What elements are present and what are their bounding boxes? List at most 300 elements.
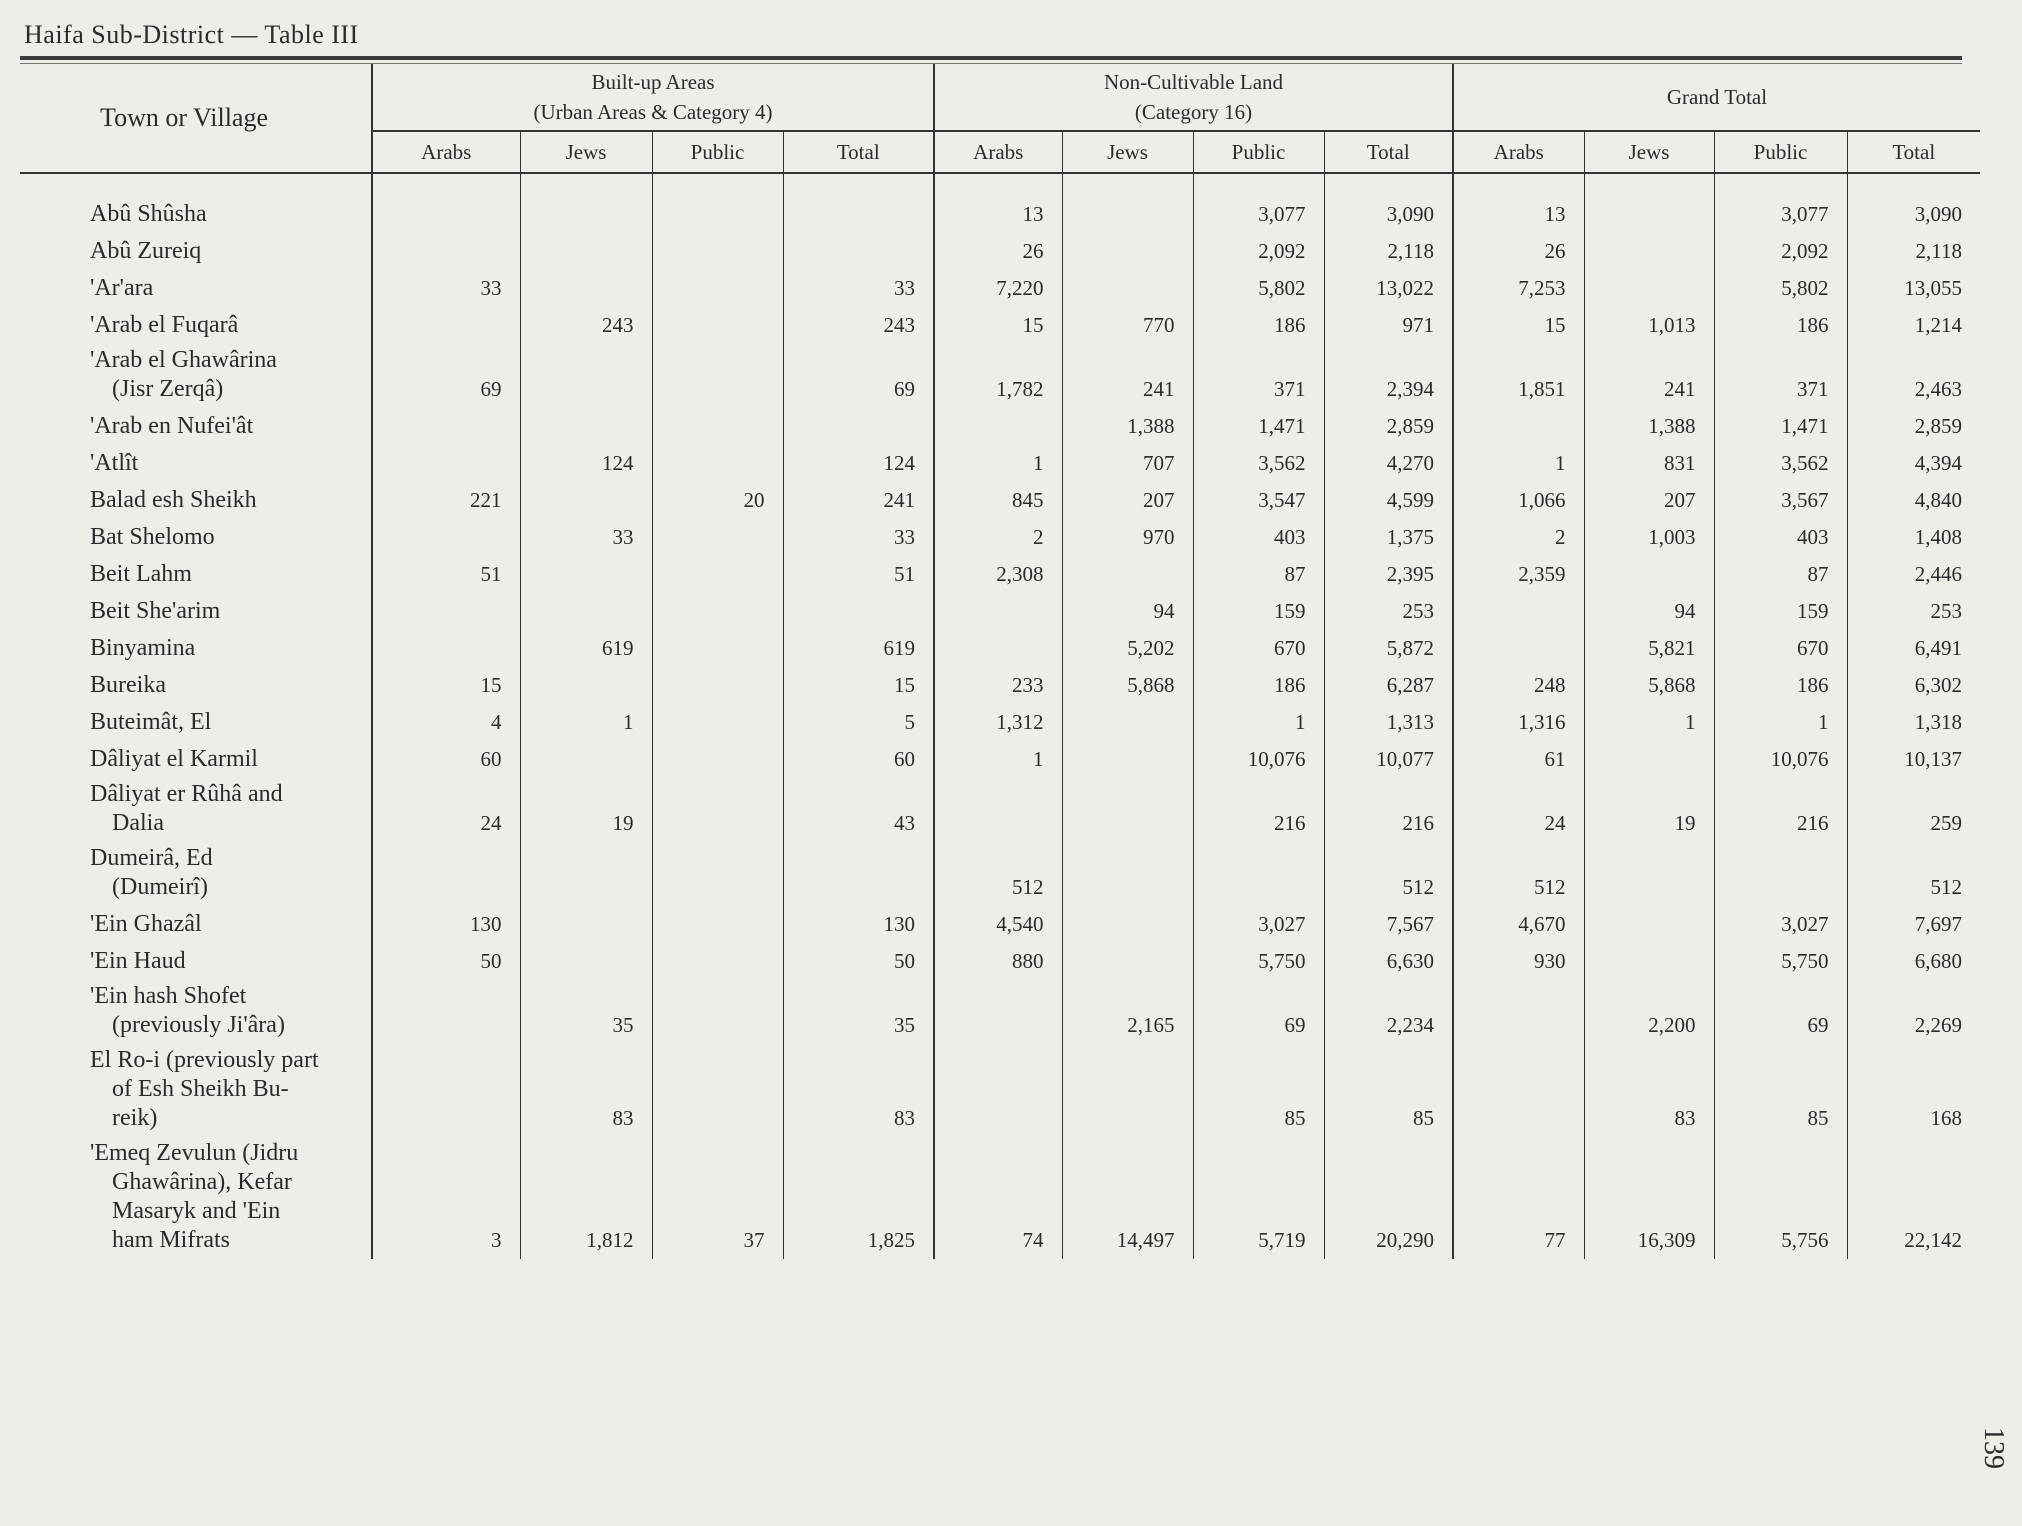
value-cell: 22,142 <box>1847 1137 1980 1259</box>
value-cell: 10,076 <box>1193 741 1324 778</box>
value-cell: 130 <box>372 906 520 943</box>
value-cell: 7,253 <box>1453 270 1584 307</box>
column-header: Total <box>783 131 934 173</box>
town-name-line: El Ro-i (previously part <box>90 1047 319 1073</box>
column-header: Jews <box>520 131 652 173</box>
town-name-line: Dalia <box>112 810 164 836</box>
value-cell <box>520 233 652 270</box>
spacer-cell <box>1714 173 1847 196</box>
value-cell: 33 <box>783 270 934 307</box>
value-cell <box>372 593 520 630</box>
value-cell: 259 <box>1847 778 1980 842</box>
value-cell: 7,220 <box>934 270 1062 307</box>
column-header: Public <box>1193 131 1324 173</box>
value-cell: 20,290 <box>1324 1137 1453 1259</box>
town-name-cell <box>20 704 372 741</box>
value-cell: 1 <box>520 704 652 741</box>
value-cell: 186 <box>1193 307 1324 344</box>
value-cell: 15 <box>372 667 520 704</box>
value-cell: 85 <box>1193 1044 1324 1137</box>
value-cell <box>652 408 783 445</box>
value-cell <box>1584 842 1714 906</box>
value-cell <box>372 445 520 482</box>
value-cell: 24 <box>372 778 520 842</box>
group-title: Non-Cultivable Land <box>1103 70 1284 94</box>
value-cell: 69 <box>372 344 520 408</box>
value-cell: 619 <box>783 630 934 667</box>
column-header: Arabs <box>372 131 520 173</box>
value-cell: 159 <box>1193 593 1324 630</box>
value-cell: 207 <box>1062 482 1193 519</box>
value-cell: 20 <box>652 482 783 519</box>
value-cell <box>783 408 934 445</box>
value-cell <box>652 1044 783 1137</box>
value-cell: 371 <box>1714 344 1847 408</box>
value-cell: 7,697 <box>1847 906 1980 943</box>
value-cell: 3,090 <box>1324 196 1453 233</box>
town-name-line: Bat Shelomo <box>90 524 215 550</box>
value-cell: 13 <box>1453 196 1584 233</box>
value-cell: 1,003 <box>1584 519 1714 556</box>
value-cell <box>520 556 652 593</box>
value-cell: 1,782 <box>934 344 1062 408</box>
value-cell <box>1584 906 1714 943</box>
value-cell: 50 <box>372 943 520 980</box>
value-cell <box>1584 943 1714 980</box>
value-cell <box>934 980 1062 1044</box>
town-column-header: Town or Village <box>20 64 372 173</box>
table-row <box>20 344 1980 408</box>
value-cell: 3,547 <box>1193 482 1324 519</box>
value-cell: 3,090 <box>1847 196 1980 233</box>
town-name-cell <box>20 980 372 1044</box>
value-cell: 14,497 <box>1062 1137 1193 1259</box>
page-number: 139 <box>1978 1427 2009 1469</box>
value-cell: 207 <box>1584 482 1714 519</box>
value-cell <box>1584 270 1714 307</box>
value-cell: 5,868 <box>1584 667 1714 704</box>
spacer-cell <box>783 173 934 196</box>
town-name-line: Ghawârina), Kefar <box>112 1169 292 1195</box>
town-name-line: Binyamina <box>90 635 196 661</box>
value-cell: 3,562 <box>1193 445 1324 482</box>
town-name-line: Bureika <box>90 672 166 698</box>
value-cell <box>652 667 783 704</box>
town-name-cell <box>20 307 372 344</box>
value-cell: 1 <box>934 445 1062 482</box>
spacer-cell <box>20 173 372 196</box>
value-cell: 5,802 <box>1714 270 1847 307</box>
value-cell: 2,092 <box>1714 233 1847 270</box>
spacer-cell <box>1324 173 1453 196</box>
value-cell <box>783 233 934 270</box>
value-cell: 3,562 <box>1714 445 1847 482</box>
value-cell: 2,859 <box>1847 408 1980 445</box>
value-cell <box>520 741 652 778</box>
value-cell: 37 <box>652 1137 783 1259</box>
value-cell <box>1193 842 1324 906</box>
spacer-cell <box>520 173 652 196</box>
column-header: Jews <box>1584 131 1714 173</box>
value-cell <box>652 307 783 344</box>
town-name-line: Dâliyat el Karmil <box>90 746 258 772</box>
value-cell: 4,394 <box>1847 445 1980 482</box>
value-cell <box>652 943 783 980</box>
town-name-cell <box>20 778 372 842</box>
table-row <box>20 408 1980 445</box>
value-cell <box>652 344 783 408</box>
value-cell: 216 <box>1193 778 1324 842</box>
town-name-line: Beit Lahm <box>90 561 192 587</box>
group-header-non-cultivable <box>934 64 1453 131</box>
value-cell: 33 <box>783 519 934 556</box>
value-cell <box>1062 233 1193 270</box>
table-row <box>20 980 1980 1044</box>
value-cell <box>934 593 1062 630</box>
value-cell <box>372 842 520 906</box>
value-cell: 186 <box>1714 307 1847 344</box>
value-cell: 403 <box>1193 519 1324 556</box>
header-rule <box>20 56 1962 60</box>
value-cell: 5,719 <box>1193 1137 1324 1259</box>
value-cell: 60 <box>372 741 520 778</box>
town-name-line: 'Ein Ghazâl <box>90 911 202 937</box>
value-cell: 10,137 <box>1847 741 1980 778</box>
group-title: Grand Total <box>1666 85 1768 109</box>
value-cell <box>372 196 520 233</box>
value-cell: 2,200 <box>1584 980 1714 1044</box>
value-cell: 1,313 <box>1324 704 1453 741</box>
value-cell: 1,408 <box>1847 519 1980 556</box>
value-cell: 4,670 <box>1453 906 1584 943</box>
value-cell: 24 <box>1453 778 1584 842</box>
value-cell: 970 <box>1062 519 1193 556</box>
value-cell: 2 <box>934 519 1062 556</box>
value-cell: 10,077 <box>1324 741 1453 778</box>
value-cell: 61 <box>1453 741 1584 778</box>
value-cell: 124 <box>783 445 934 482</box>
town-name-line: reik) <box>112 1105 158 1131</box>
value-cell: 5,868 <box>1062 667 1193 704</box>
value-cell <box>1584 556 1714 593</box>
value-cell: 2,165 <box>1062 980 1193 1044</box>
value-cell: 15 <box>783 667 934 704</box>
value-cell: 15 <box>1453 307 1584 344</box>
value-cell: 51 <box>783 556 934 593</box>
value-cell: 670 <box>1193 630 1324 667</box>
value-cell: 15 <box>934 307 1062 344</box>
value-cell <box>652 906 783 943</box>
value-cell <box>1062 906 1193 943</box>
value-cell: 512 <box>934 842 1062 906</box>
town-name-line: Beit She'arim <box>90 598 221 624</box>
table-body <box>20 173 1980 1259</box>
value-cell <box>1584 233 1714 270</box>
value-cell <box>1062 704 1193 741</box>
value-cell: 19 <box>1584 778 1714 842</box>
value-cell: 2,359 <box>1453 556 1584 593</box>
value-cell <box>1062 778 1193 842</box>
town-name-line: Dumeirâ, Ed <box>90 845 213 871</box>
value-cell: 83 <box>520 1044 652 1137</box>
value-cell <box>520 667 652 704</box>
value-cell: 216 <box>1714 778 1847 842</box>
value-cell <box>520 593 652 630</box>
value-cell <box>520 906 652 943</box>
value-cell: 16,309 <box>1584 1137 1714 1259</box>
town-name-cell <box>20 593 372 630</box>
table-row <box>20 778 1980 842</box>
value-cell: 5,750 <box>1714 943 1847 980</box>
value-cell: 3,077 <box>1193 196 1324 233</box>
town-name-cell <box>20 741 372 778</box>
town-name-line: 'Arab el Ghawârina <box>90 347 277 373</box>
value-cell <box>372 980 520 1044</box>
value-cell: 4 <box>372 704 520 741</box>
value-cell <box>783 593 934 630</box>
value-cell: 248 <box>1453 667 1584 704</box>
value-cell <box>783 842 934 906</box>
value-cell: 130 <box>783 906 934 943</box>
value-cell: 1,851 <box>1453 344 1584 408</box>
value-cell: 2 <box>1453 519 1584 556</box>
value-cell: 1,214 <box>1847 307 1980 344</box>
value-cell: 930 <box>1453 943 1584 980</box>
value-cell: 243 <box>783 307 934 344</box>
town-name-line: Masaryk and 'Ein <box>112 1198 281 1224</box>
town-name-line: 'Ein hash Shofet <box>90 983 247 1009</box>
value-cell: 3 <box>372 1137 520 1259</box>
value-cell: 1,388 <box>1062 408 1193 445</box>
town-name-line: Abû Shûsha <box>90 201 207 227</box>
group-header-built-up <box>372 64 934 131</box>
value-cell: 2,446 <box>1847 556 1980 593</box>
value-cell <box>1453 630 1584 667</box>
value-cell: 831 <box>1584 445 1714 482</box>
value-cell: 221 <box>372 482 520 519</box>
value-cell: 5,872 <box>1324 630 1453 667</box>
value-cell: 770 <box>1062 307 1193 344</box>
value-cell: 5,821 <box>1584 630 1714 667</box>
value-cell: 69 <box>783 344 934 408</box>
value-cell <box>372 630 520 667</box>
value-cell: 1,375 <box>1324 519 1453 556</box>
town-name-cell <box>20 196 372 233</box>
value-cell: 3,077 <box>1714 196 1847 233</box>
table-row <box>20 943 1980 980</box>
column-header: Arabs <box>934 131 1062 173</box>
value-cell: 241 <box>1584 344 1714 408</box>
value-cell <box>1453 408 1584 445</box>
value-cell: 60 <box>783 741 934 778</box>
value-cell: 26 <box>934 233 1062 270</box>
town-name-line: Dâliyat er Rûhâ and <box>90 781 283 807</box>
value-cell: 4,599 <box>1324 482 1453 519</box>
value-cell: 1,316 <box>1453 704 1584 741</box>
value-cell: 1,312 <box>934 704 1062 741</box>
value-cell: 5,202 <box>1062 630 1193 667</box>
value-cell: 1,471 <box>1714 408 1847 445</box>
town-name-cell <box>20 630 372 667</box>
town-name-cell <box>20 842 372 906</box>
value-cell <box>1714 842 1847 906</box>
value-cell: 253 <box>1324 593 1453 630</box>
value-cell: 1,388 <box>1584 408 1714 445</box>
town-name-line: Buteimât, El <box>90 709 212 735</box>
value-cell: 619 <box>520 630 652 667</box>
value-cell <box>520 842 652 906</box>
value-cell: 69 <box>1714 980 1847 1044</box>
land-statistics-table <box>20 64 1980 1259</box>
value-cell <box>1062 741 1193 778</box>
value-cell <box>1453 593 1584 630</box>
value-cell: 1 <box>1714 704 1847 741</box>
spacer-cell <box>372 173 520 196</box>
table-row <box>20 842 1980 906</box>
value-cell: 1 <box>1584 704 1714 741</box>
value-cell: 403 <box>1714 519 1847 556</box>
value-cell <box>652 556 783 593</box>
value-cell: 253 <box>1847 593 1980 630</box>
value-cell: 74 <box>934 1137 1062 1259</box>
value-cell <box>1062 556 1193 593</box>
table-row <box>20 196 1980 233</box>
town-name-line: Balad esh Sheikh <box>90 487 257 513</box>
value-cell: 512 <box>1453 842 1584 906</box>
value-cell <box>652 593 783 630</box>
value-cell <box>934 1044 1062 1137</box>
value-cell: 186 <box>1193 667 1324 704</box>
value-cell: 87 <box>1193 556 1324 593</box>
town-name-line: (Dumeirî) <box>112 874 208 900</box>
value-cell: 51 <box>372 556 520 593</box>
value-cell: 2,092 <box>1193 233 1324 270</box>
value-cell <box>520 408 652 445</box>
value-cell: 241 <box>783 482 934 519</box>
value-cell <box>652 980 783 1044</box>
town-name-cell <box>20 270 372 307</box>
value-cell: 670 <box>1714 630 1847 667</box>
column-header: Total <box>1324 131 1453 173</box>
value-cell: 83 <box>783 1044 934 1137</box>
value-cell: 83 <box>1584 1044 1714 1137</box>
column-header: Public <box>1714 131 1847 173</box>
value-cell: 1,066 <box>1453 482 1584 519</box>
town-name-cell <box>20 906 372 943</box>
value-cell: 2,308 <box>934 556 1062 593</box>
value-cell: 33 <box>520 519 652 556</box>
table-row <box>20 741 1980 778</box>
table-row <box>20 556 1980 593</box>
town-name-cell <box>20 408 372 445</box>
value-cell <box>372 233 520 270</box>
value-cell <box>1062 196 1193 233</box>
value-cell: 1,825 <box>783 1137 934 1259</box>
value-cell <box>1062 943 1193 980</box>
value-cell: 87 <box>1714 556 1847 593</box>
value-cell: 13 <box>934 196 1062 233</box>
value-cell: 1,812 <box>520 1137 652 1259</box>
column-header: Public <box>652 131 783 173</box>
value-cell <box>652 519 783 556</box>
value-cell: 512 <box>1324 842 1453 906</box>
town-name-line: 'Ar'ara <box>90 275 154 301</box>
value-cell: 4,540 <box>934 906 1062 943</box>
value-cell: 1 <box>1453 445 1584 482</box>
spacer-cell <box>1193 173 1324 196</box>
value-cell: 33 <box>372 270 520 307</box>
value-cell: 3,567 <box>1714 482 1847 519</box>
town-name-cell <box>20 1044 372 1137</box>
value-cell <box>1584 196 1714 233</box>
value-cell: 971 <box>1324 307 1453 344</box>
table-row <box>20 593 1980 630</box>
spacer-row <box>20 173 1980 196</box>
group-title: Built-up Areas <box>591 70 715 94</box>
value-cell <box>934 630 1062 667</box>
value-cell <box>652 270 783 307</box>
town-name-cell <box>20 233 372 270</box>
town-name-line: 'Arab el Fuqarâ <box>90 312 239 338</box>
value-cell: 6,302 <box>1847 667 1980 704</box>
value-cell: 6,630 <box>1324 943 1453 980</box>
spacer-cell <box>1453 173 1584 196</box>
value-cell: 168 <box>1847 1044 1980 1137</box>
column-header: Total <box>1847 131 1980 173</box>
town-name-cell <box>20 1137 372 1259</box>
value-cell <box>652 741 783 778</box>
value-cell: 1 <box>934 741 1062 778</box>
value-cell <box>372 307 520 344</box>
town-name-cell <box>20 943 372 980</box>
value-cell: 77 <box>1453 1137 1584 1259</box>
value-cell <box>652 704 783 741</box>
value-cell <box>652 630 783 667</box>
town-name-cell <box>20 344 372 408</box>
town-name-line: 'Ein Haud <box>90 948 186 974</box>
value-cell: 1,318 <box>1847 704 1980 741</box>
value-cell <box>372 519 520 556</box>
town-name-line: (previously Ji'âra) <box>112 1012 285 1038</box>
value-cell: 4,840 <box>1847 482 1980 519</box>
value-cell: 26 <box>1453 233 1584 270</box>
value-cell: 85 <box>1324 1044 1453 1137</box>
town-name-cell <box>20 667 372 704</box>
value-cell: 241 <box>1062 344 1193 408</box>
value-cell <box>652 842 783 906</box>
value-cell: 43 <box>783 778 934 842</box>
value-cell <box>652 196 783 233</box>
table-row <box>20 270 1980 307</box>
value-cell: 512 <box>1847 842 1980 906</box>
value-cell: 186 <box>1714 667 1847 704</box>
value-cell <box>1062 1044 1193 1137</box>
spacer-cell <box>652 173 783 196</box>
town-name-line: Abû Zureiq <box>90 238 202 264</box>
value-cell: 159 <box>1714 593 1847 630</box>
value-cell: 216 <box>1324 778 1453 842</box>
value-cell: 69 <box>1193 980 1324 1044</box>
spacer-cell <box>1584 173 1714 196</box>
value-cell: 233 <box>934 667 1062 704</box>
value-cell: 85 <box>1714 1044 1847 1137</box>
table-row <box>20 906 1980 943</box>
value-cell: 2,269 <box>1847 980 1980 1044</box>
value-cell: 5,802 <box>1193 270 1324 307</box>
value-cell: 94 <box>1062 593 1193 630</box>
group-subtitle: (Category 16) <box>1134 100 1253 124</box>
value-cell: 1,013 <box>1584 307 1714 344</box>
